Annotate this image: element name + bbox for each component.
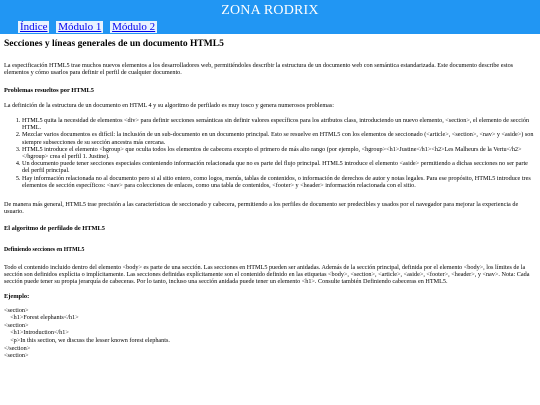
list-item: 2. Mezclar varios documentos es difícil: la inclusión de un sub-documento en un documento principal. Esto se resuelve en HTML5 con los elementos de seccionado (<article>, <section>, <nav> y <aside>) son siempre subsecciones de su sección ancestra más cercana.: [22, 131, 536, 145]
algorithm-heading: El algoritmo de perfilado de HTML5: [4, 225, 106, 233]
list-item: 1. HTML5 quita la necesidad de elementos <div> para definir secciones semánticas sin definir valores específicos para los atributos class, introduciendo un nuevo elemento, <section>, el elemento de sección HTML.: [22, 117, 536, 131]
sections-heading: Definiendo secciones en HTML5: [4, 246, 85, 253]
summary-paragraph: De manera más general, HTML5 trae precisión a las características de seccionado y cabecera, permitiendo a los perfiles de documento ser predecibles y usados por el navegador para mejorar la experiencia de usuario.: [4, 201, 519, 216]
top-nav: [0, 20, 540, 34]
code-line: </section>: [4, 344, 31, 352]
example-label: Ejemplo:: [4, 293, 30, 301]
list-item: 4. Un documento puede tener secciones especiales conteniendo información relacionada que no es parte del flujo principal. HTML5 introduce el elemento <aside> permitiendo a dichas secciones no ser parte del perfil principal.: [22, 160, 536, 174]
problems-list: [4, 117, 536, 189]
code-line: <h1>Introduction</h1>: [4, 329, 69, 337]
site-title: ZONA RODRIX: [221, 3, 319, 18]
nav-link-indice[interactable]: Índice: [20, 21, 48, 33]
nav-link-modulo-1[interactable]: Módulo 1: [58, 21, 102, 33]
intro-paragraph: La especificación HTML5 trae muchos nuevos elementos a los desarrolladores web, permitiéndoles describir la estructura de un documento web con semántica estandarizada. Este documento describe estos elementos y cómo usarlos para definir el perfil de cualquier documento.: [4, 62, 514, 77]
code-line: <section>: [4, 306, 29, 314]
main-content: [0, 41, 540, 360]
page-title: Secciones y líneas generales de un documento HTML5: [4, 39, 224, 49]
code-line: <section>: [4, 352, 29, 360]
code-line: <p>In this section, we discuss the lesser known forest elephants.: [4, 337, 170, 345]
sections-paragraph: Todo el contenido incluido dentro del elemento <body> es parte de una sección. Las secciones en HTML5 pueden ser anidadas. Además de la sección principal, definida por el elemento <body>, los límites de la sección son definidos explícita o implícitamente. Las secciones definidas explícitamente son el contenido definido en las etiquetas <body>, <section>, <article>, <aside>, <footer>, <header>, y <nav>. Nota: Cada sección puede tener su propia jerarquía de cabeceras. Por lo tanto, incluso una sección anidada puede tener un elemento <h1>. Consulte también Definiendo cabeceras en HTML5.: [4, 263, 530, 286]
code-line: <section>: [4, 321, 29, 329]
list-item: 5. Hay información relacionada no al documento pero si al sitio entero, como logos, menús, tablas de contenidos, o información de derechos de autor y notas legales. Para ese propósito, HTML5 introduce tres elementos de sección específicos: <nav> para colecciones de enlaces, como una tabla de contenidos, <footer> y <header> información relacionada con el sitio.: [22, 175, 536, 189]
list-item: 3. HTML5 introduce el elemento <hgroup> que oculta todos los elementos de cabecera excepto el primero de más alto rango (por ejemplo, <hgroup><h1>Justine</h1><h2>Les Malheurs de la Vertu</h2></hgroup> crea el perfil 1. Justine).: [22, 146, 536, 160]
code-block: [4, 307, 536, 360]
nav-link-modulo-2[interactable]: Módulo 2: [112, 21, 156, 33]
code-line: <h1>Forest elephants</h1>: [4, 314, 79, 322]
problems-intro: La definición de la estructura de un documento en HTML 4 y su algoritmo de perfilado es muy tosco y genera numerosos problemas:: [4, 101, 335, 109]
site-header: [0, 0, 540, 20]
problems-heading: Problemas resueltos por HTML5: [4, 86, 94, 94]
